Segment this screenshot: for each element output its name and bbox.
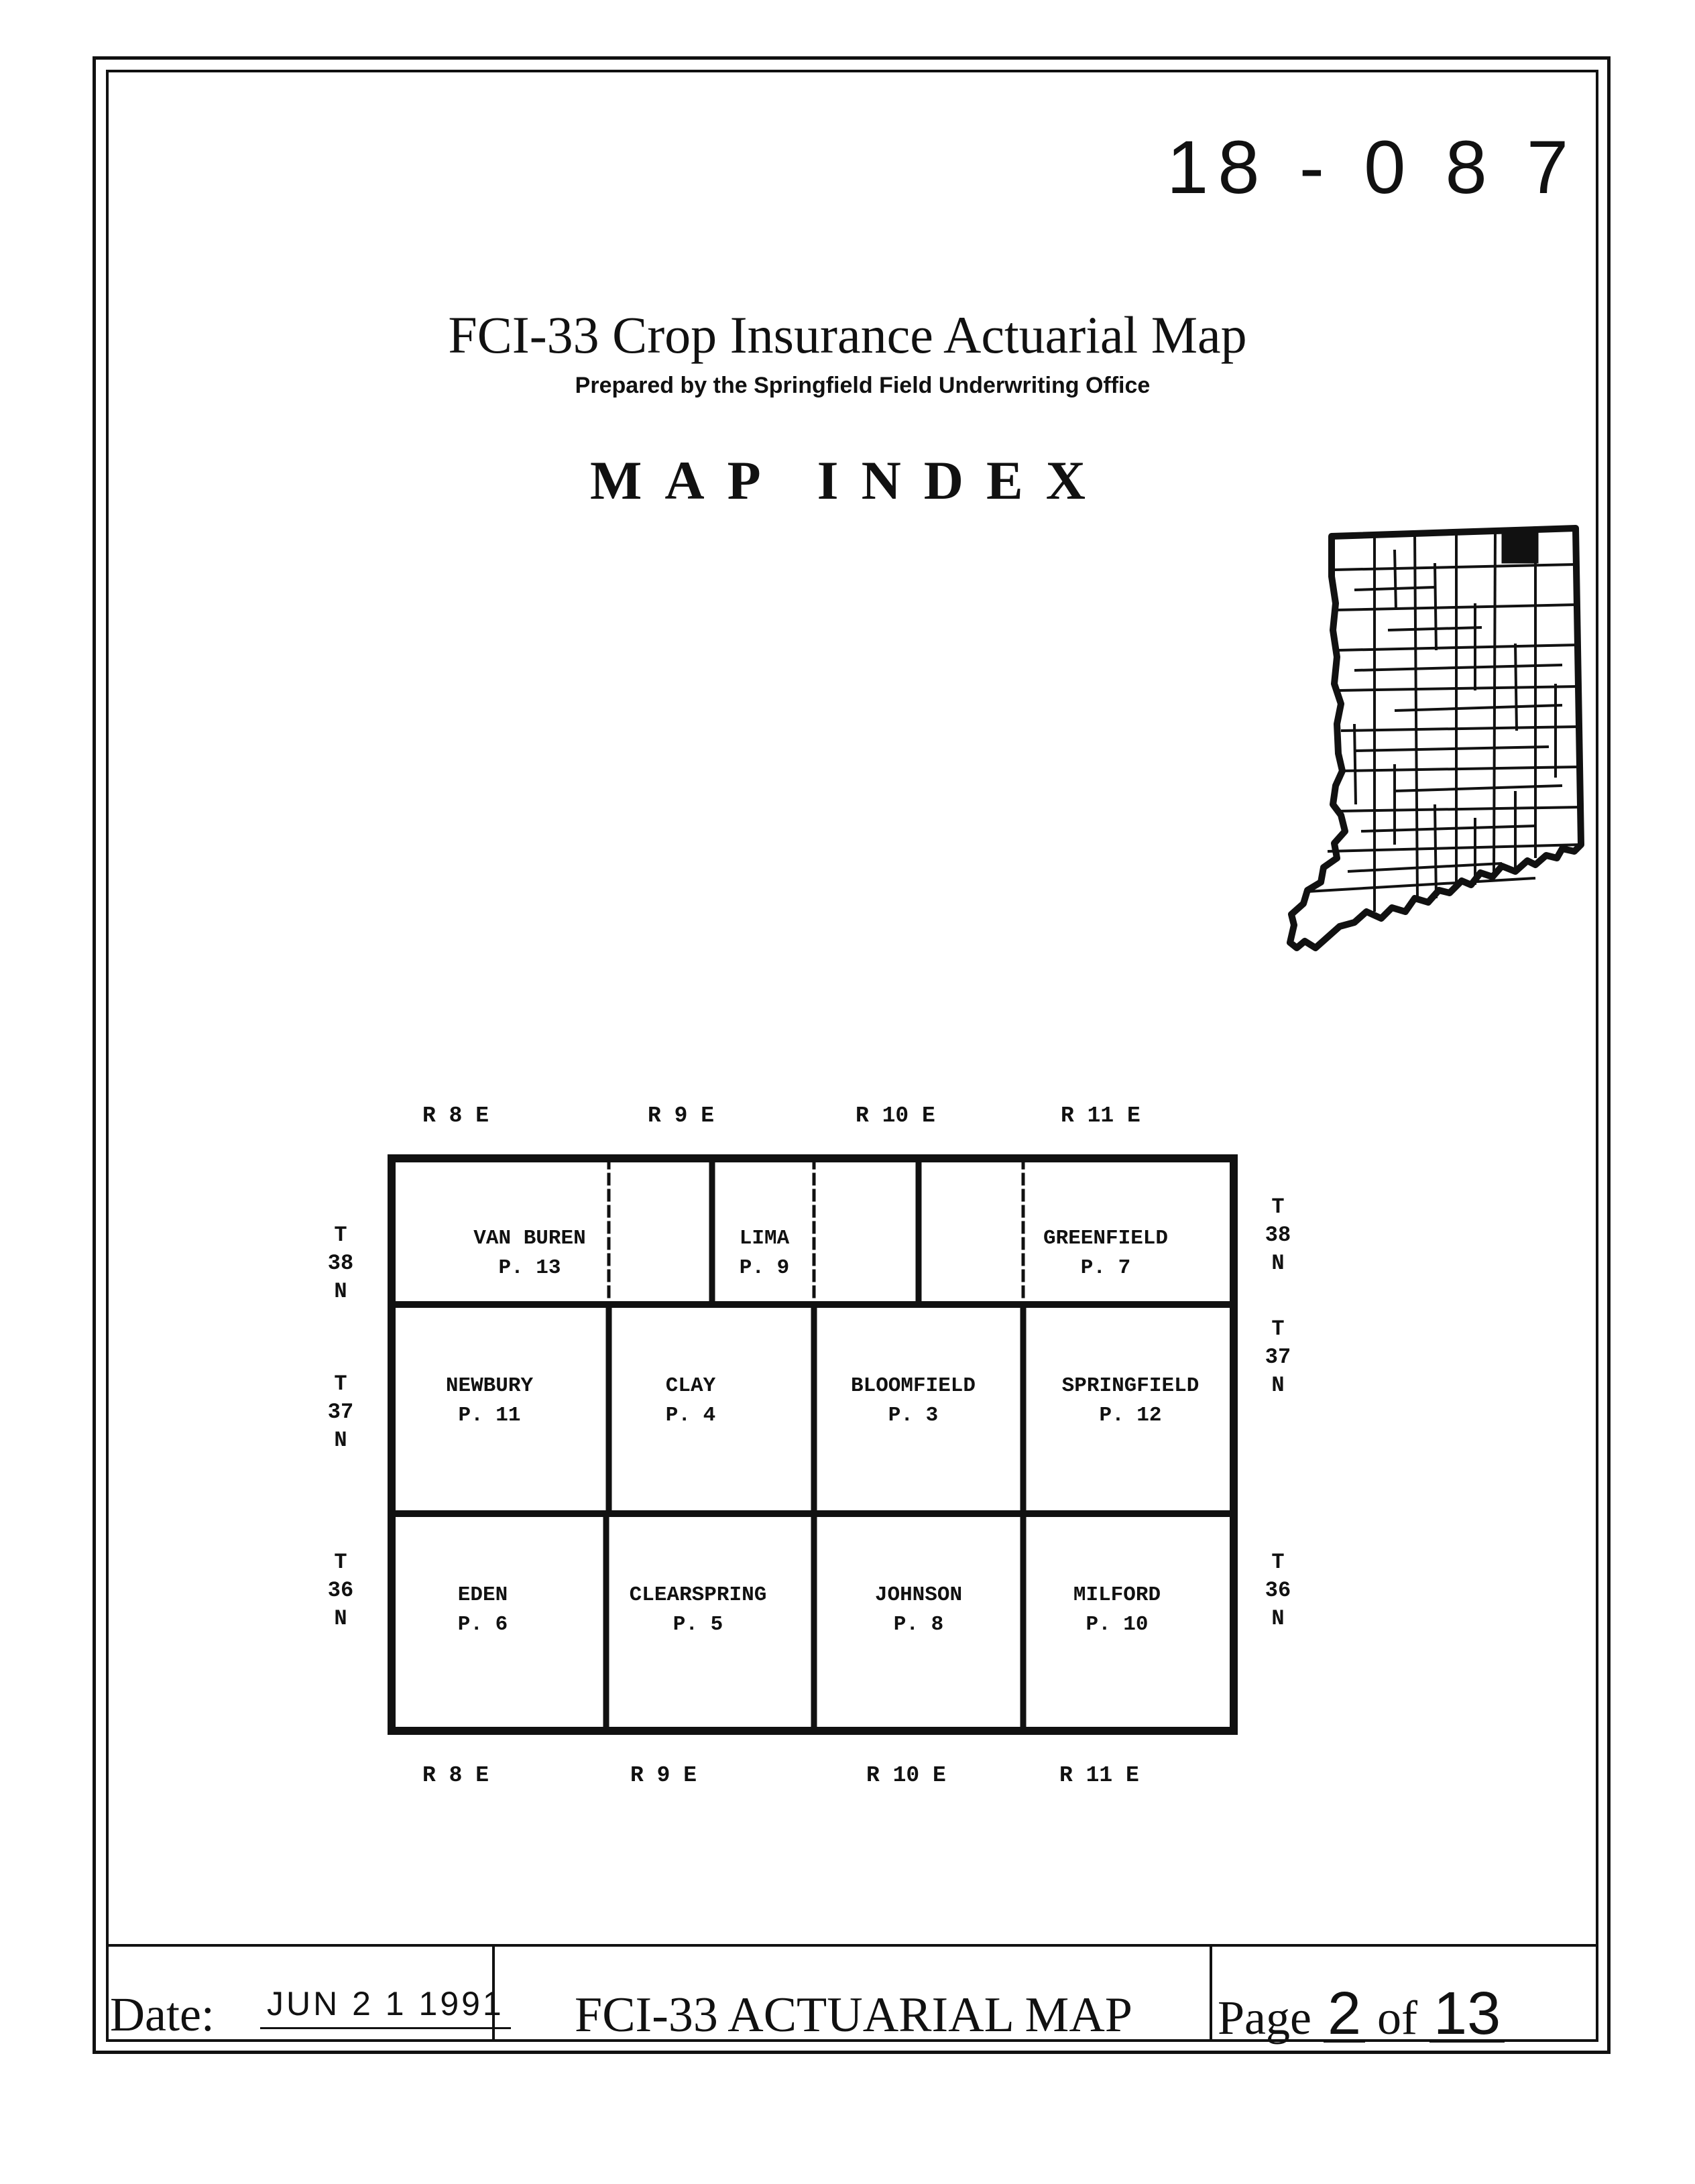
township-label-left: T 37 N [327, 1372, 354, 1453]
township-cell-bloomfield[interactable]: BLOOMFIELD P. 3 [850, 1374, 976, 1427]
page-number [1218, 1980, 1505, 2047]
range-label-top: R 10 E [856, 1103, 935, 1128]
township-label-left: T 38 N [327, 1223, 354, 1304]
range-label-bottom: R 9 E [630, 1763, 697, 1788]
page-of-label: of [1377, 1991, 1418, 2045]
footer-title: FCI-33 ACTUARIAL MAP [575, 1988, 1132, 2043]
township-cell-newbury[interactable]: NEWBURY P. 11 [445, 1374, 534, 1427]
date-stamp: JUN 2 1 1991 [260, 1984, 511, 2029]
document-title: FCI-33 Crop Insurance Actuarial Map [448, 306, 1247, 364]
footer-bar [106, 1944, 1598, 2047]
range-label-top: R 9 E [648, 1103, 715, 1128]
page-current: 2 [1324, 1987, 1365, 2043]
township-cell-milford[interactable]: MILFORD P. 10 [1073, 1583, 1161, 1636]
date-label: Date: [110, 1988, 215, 2041]
township-cell-clay[interactable]: CLAY P. 4 [665, 1374, 716, 1427]
range-label-bottom: R 8 E [422, 1763, 489, 1788]
township-cell-springfield[interactable]: SPRINGFIELD P. 12 [1061, 1374, 1200, 1427]
document-subtitle: Prepared by the Springfield Field Underwriting Office [575, 373, 1151, 398]
township-label-right: T 37 N [1265, 1317, 1291, 1398]
page-label: Page [1218, 1991, 1311, 2045]
township-cell-johnson[interactable]: JOHNSON P. 8 [874, 1583, 963, 1636]
township-cell-van-buren[interactable]: VAN BUREN P. 13 [473, 1227, 586, 1280]
township-label-left: T 36 N [327, 1550, 354, 1631]
township-cell-lima[interactable]: LIMA P. 9 [739, 1227, 790, 1280]
footer-title-cell [495, 1947, 1212, 2042]
township-label-right: T 38 N [1265, 1195, 1291, 1276]
map-index-title: MAP INDEX [590, 450, 1108, 511]
footer-page-cell [1212, 1947, 1598, 2047]
township-label-right: T 36 N [1265, 1550, 1291, 1631]
range-label-top: R 11 E [1061, 1103, 1141, 1128]
page-total: 13 [1429, 1987, 1505, 2043]
footer-date-cell [106, 1947, 504, 2042]
range-label-top: R 8 E [422, 1103, 489, 1128]
range-label-bottom: R 10 E [866, 1763, 946, 1788]
document-number: 18 - 0 8 7 [1167, 125, 1578, 209]
township-cell-eden[interactable]: EDEN P. 6 [457, 1583, 508, 1636]
township-cell-greenfield[interactable]: GREENFIELD P. 7 [1043, 1227, 1169, 1280]
township-cell-clearspring[interactable]: CLEARSPRING P. 5 [629, 1583, 767, 1636]
range-label-bottom: R 11 E [1059, 1763, 1139, 1788]
